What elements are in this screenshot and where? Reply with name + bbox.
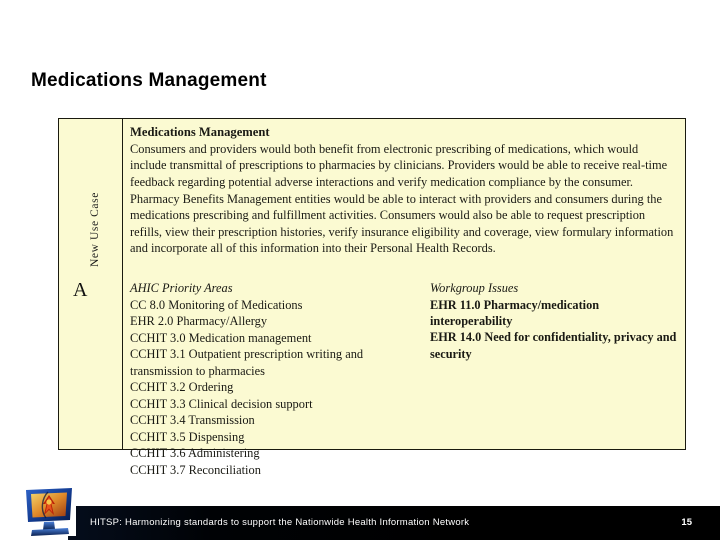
list-item: EHR 2.0 Pharmacy/Allergy (130, 314, 268, 328)
use-case-vertical-label: New Use Case (89, 192, 101, 267)
priority-areas-columns (130, 280, 677, 478)
use-case-panel (58, 118, 686, 477)
list-item: CCHIT 3.5 Dispensing (130, 429, 245, 444)
footer-text: HITSP: Harmonizing standards to support the Nationwide Health Information Network (90, 517, 470, 528)
list-item: CC 8.0 Monitoring of Medications (130, 297, 303, 312)
workgroup-column-heading: Workgroup Issues (430, 281, 519, 295)
list-item: CCHIT 3.2 Ordering (130, 380, 234, 394)
list-item: EHR 11.0 Pharmacy/medication interoperability (430, 297, 600, 328)
footer-bar (68, 506, 720, 540)
use-case-label-column (59, 119, 123, 449)
workgroup-issues-column (420, 280, 677, 478)
list-item: CCHIT 3.4 Transmission (130, 413, 255, 427)
list-item: CCHIT 3.0 Medication management (130, 330, 312, 345)
section-description: Consumers and providers would both benefit from electronic prescribing of medications, which would include transmittal of prescriptions to pharmacies by clinicians. Providers would be able to receive real-time feedback regarding potential adverse interactions and verify medication compliance by the consumer. Pharmacy Benefits Management entities would be able to interact with providers and consumers during the medications prescribing and fulfillment activities. Consumers would also be able to request prescription refills, view their prescription histories, verify insurance eligibility and coverage, view formulary information and incorporate all of this information into their Personal Health Records. (130, 141, 674, 256)
list-item: CCHIT 3.6 Administering (130, 446, 260, 460)
list-item: CCHIT 3.7 Reconciliation (130, 462, 261, 477)
list-item: CCHIT 3.3 Clinical decision support (130, 396, 313, 411)
list-item: EHR 14.0 Need for confidentiality, privacy and security (430, 330, 677, 361)
hitsp-logo (22, 486, 76, 536)
list-item: CCHIT 3.1 Outpatient prescription writing and transmission to pharmacies (130, 347, 364, 378)
use-case-row-letter: A (73, 279, 88, 301)
ahic-priority-areas-column (130, 280, 420, 478)
use-case-content-column (123, 119, 685, 477)
section-heading: Medications Management (130, 125, 270, 139)
page-number: 15 (681, 517, 692, 528)
page-title: Medications Management (31, 70, 267, 91)
ahic-column-heading: AHIC Priority Areas (130, 281, 233, 295)
